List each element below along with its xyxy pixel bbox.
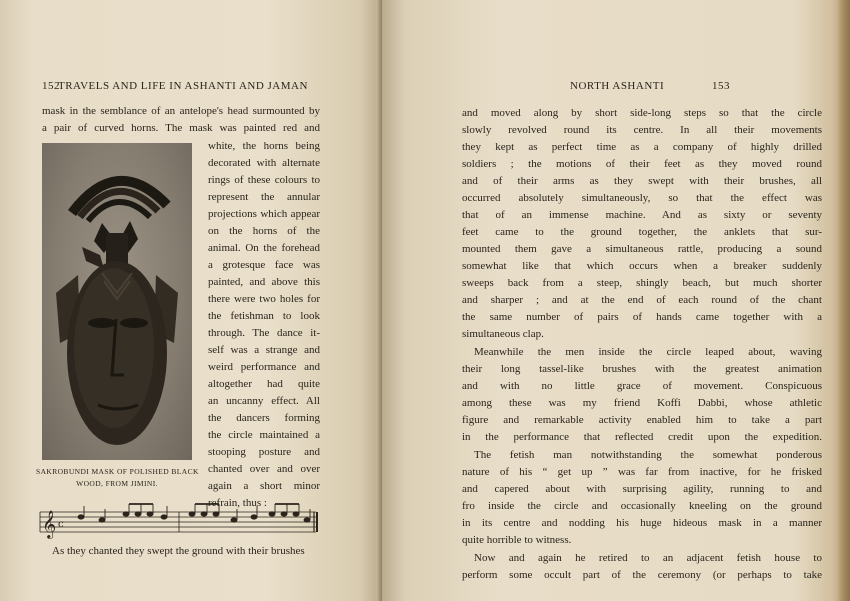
text-line: a grotesque face was — [208, 259, 320, 271]
music-notation-staff — [36, 500, 320, 540]
text-line: As they chanted they swept the ground with their brushes — [52, 545, 305, 557]
right-page-number: 153 — [712, 80, 730, 92]
right-page — [382, 0, 850, 601]
text-line: and sharper ; and at the end of each round of the chant — [462, 294, 822, 306]
text-line: altogether had quite — [208, 378, 320, 390]
text-line: The fetish man notwithstanding the somewhat ponderous — [474, 449, 822, 461]
figure-caption-line: SAKROBUNDI MASK OF POLISHED BLACK — [36, 467, 199, 476]
text-line: self was a strange and — [208, 344, 320, 356]
text-line: perform some occult part of the ceremony (or perhaps to take — [462, 569, 822, 581]
text-line: decorated with alternate — [208, 157, 320, 169]
svg-text:𝄞: 𝄞 — [42, 510, 57, 538]
text-line: fro inside the circle and occasionally kneeling on the ground — [462, 500, 822, 512]
text-line: the same number of pairs of hands came together with a — [462, 311, 822, 323]
text-line: painted, and above this — [208, 276, 320, 288]
page-edge — [836, 0, 850, 601]
text-line: the fetishman to look — [208, 310, 320, 322]
text-line: in its centre and nodding his huge hideous mask in a manner — [462, 517, 822, 529]
text-line: figure and remarkable activity enabled him to take a part — [462, 414, 822, 426]
text-line: nature of his “ get up ” was far from inactive, for he frisked — [462, 466, 822, 478]
text-line: among these was my friend Koffi Dabbi, whose athletic — [462, 397, 822, 409]
text-line: white, the horns being — [208, 140, 320, 152]
text-line: feet came to the ground together, the anklets that sur- — [462, 226, 822, 238]
figure-caption-line: WOOD, FROM JIMINI. — [76, 479, 158, 488]
text-line: weird performance and — [208, 361, 320, 373]
text-line: the dancers forming — [208, 412, 320, 424]
text-line: a pair of curved horns. The mask was painted red and — [42, 122, 320, 134]
text-line: quite horrible to witness. — [462, 534, 572, 546]
left-page — [0, 0, 382, 601]
text-line: and with no little grace of movement. Conspicuous — [462, 380, 822, 392]
mask-icon — [42, 143, 192, 460]
text-line: chanted over and over — [208, 463, 320, 475]
text-line: stooping posture and — [208, 446, 320, 458]
text-line: rings of these colours to — [208, 174, 320, 186]
text-line: animal. On the forehead — [208, 242, 320, 254]
text-line: mask in the semblance of an antelope's head surmounted by — [42, 105, 320, 117]
text-line: and moved along by short side-long steps so that the circle — [462, 107, 822, 119]
text-line: they kept as perfect time as a company of highly drilled — [462, 141, 822, 153]
svg-text:c: c — [58, 519, 64, 530]
text-line: mounted them gave a simultaneous rattle, producing a sound — [462, 243, 822, 255]
text-line: projections which appear — [208, 208, 320, 220]
text-line: through. The dance it- — [208, 327, 320, 339]
text-line: and of their arms as they swept with their brushes, all — [462, 175, 822, 187]
left-running-title: TRAVELS AND LIFE IN ASHANTI AND JAMAN — [58, 80, 308, 92]
text-line: Now and again he retired to an adjacent fetish house to — [474, 552, 822, 564]
text-line: represent the annular — [208, 191, 320, 203]
text-line: in the performance that reflected credit upon the expedition. — [462, 431, 822, 443]
text-line: an uncanny effect. All — [208, 395, 320, 407]
text-line: and capered about with surprising agility, running to and — [462, 483, 822, 495]
text-line: simultaneous clap. — [462, 328, 544, 340]
text-line: their long tassel-like brushes with the greatest animation — [462, 363, 822, 375]
sakrobundi-mask-photo — [42, 143, 192, 460]
text-line: Meanwhile the men inside the circle leaped about, waving — [474, 346, 822, 358]
text-line: that of an immense machine. And as sixty or seventy — [462, 209, 822, 221]
text-line: the circle maintained a — [208, 429, 320, 441]
text-line: somewhat like that which occurs when a breaker suddenly — [462, 260, 822, 272]
text-line: again a short minor — [208, 480, 320, 492]
text-line: sweeps back from a steep, shingly beach, but much shorter — [462, 277, 822, 289]
text-line: slowly revolved round its centre. In all their movements — [462, 124, 822, 136]
text-line: soldiers ; the motions of their feet as they moved round — [462, 158, 822, 170]
text-line: refrain, thus : — [208, 497, 267, 509]
text-line: there were two holes for — [208, 293, 320, 305]
right-running-title: NORTH ASHANTI — [570, 80, 665, 92]
text-line: on the horns of the — [208, 225, 320, 237]
text-line: occurred absolutely simultaneously, so that the effect was — [462, 192, 822, 204]
left-page-number: 152 — [42, 80, 60, 92]
